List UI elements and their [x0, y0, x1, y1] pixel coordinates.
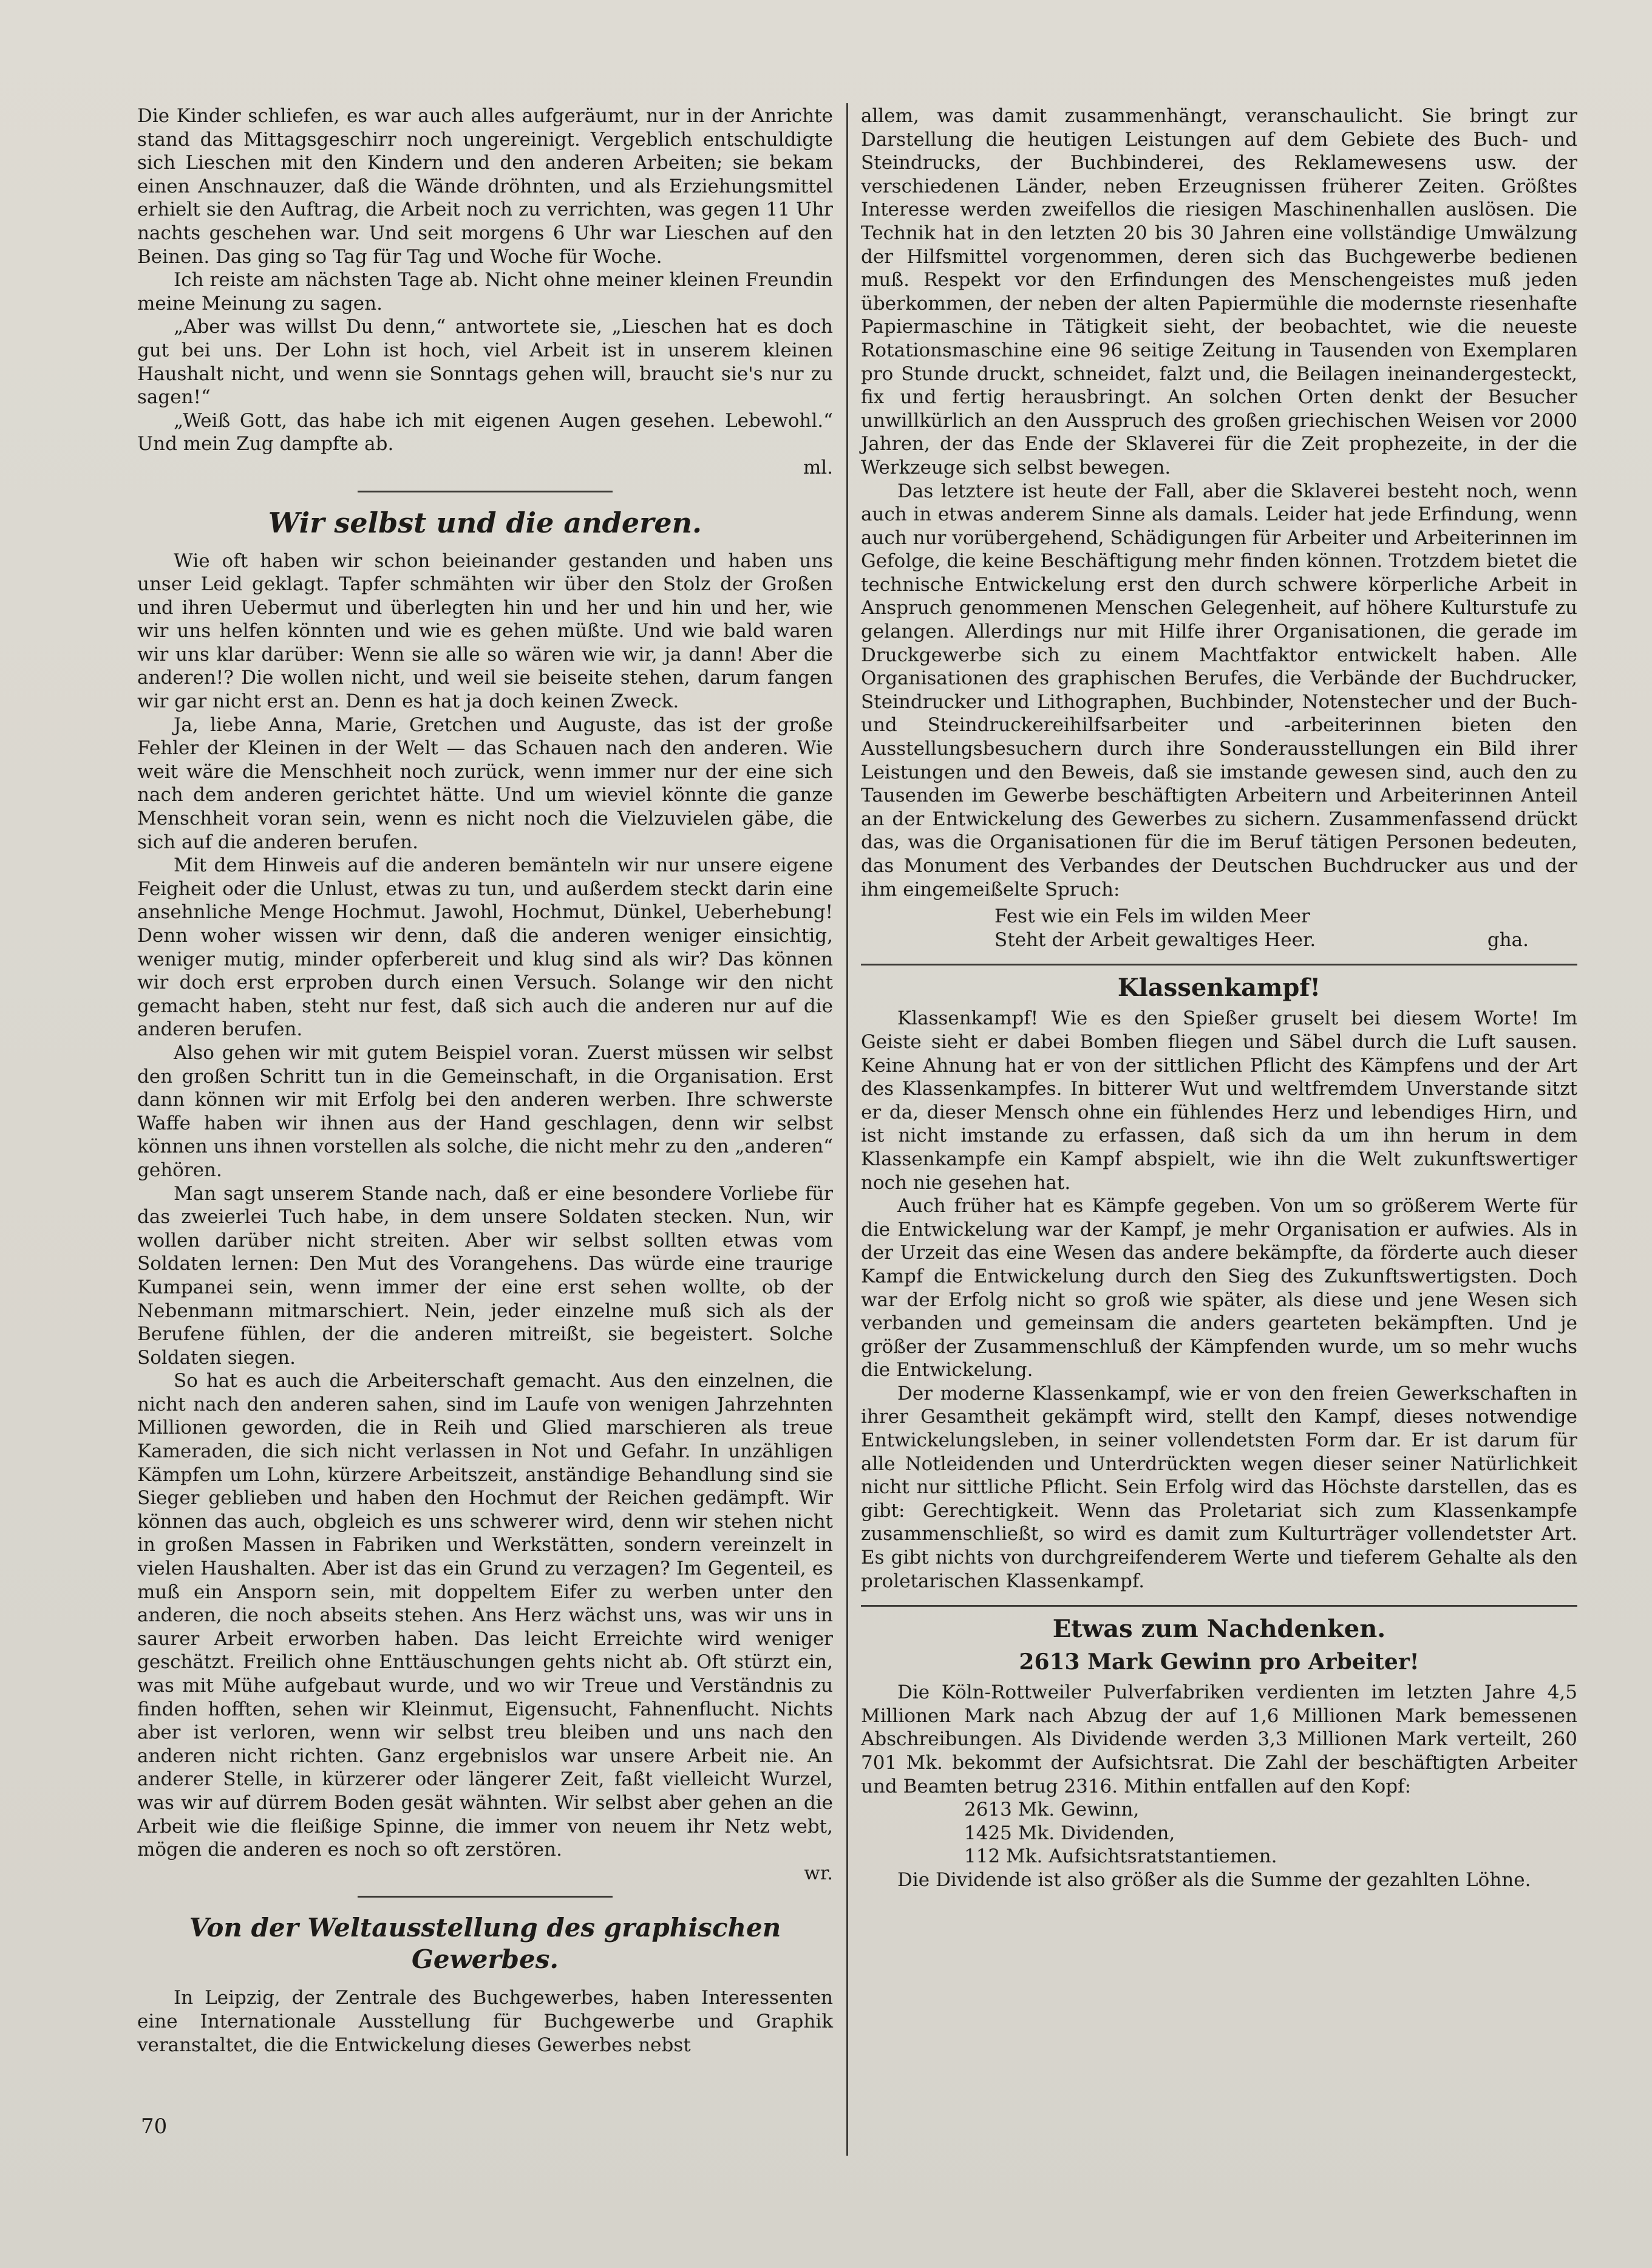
section-divider	[861, 1605, 1577, 1607]
intro-paragraph: Die Kinder schliefen, es war auch alles aufgeräumt, nur in der Anrichte stand das Mittagsgeschirr noch ungereinigt. Vergeblich entschuldigte sich Lieschen mit den Kindern und den anderen Arbeiten; sie bekam einen Anschnauzer, daß die Wände dröhnten, und als Erziehungsmittel erhielt sie den Auftrag, die Arbeit noch zu verrichten, was gegen 11 Uhr nachts geschehen war. Und seit morgens 6 Uhr war Lieschen auf den Beinen. Das ging so Tag für Tag und Woche für Woche.	[137, 105, 833, 268]
article-paragraph: Die Dividende ist also größer als die Summe der gezahlten Löhne.	[897, 1868, 1531, 1891]
intro-paragraph: „Aber was willst Du denn,“ antwortete sie, „Lieschen hat es doch gut bei uns. Der Lohn ist hoch, viel Arbeit ist in unserem kleinen Haushalt nicht, und wenn sie Sonntags gehen will, braucht sie's nur zu sagen!“	[137, 316, 833, 409]
article-paragraph: Klassenkampf! Wie es den Spießer gruselt bei diesem Worte! Im Geiste sieht er dabei Bomben fliegen und Säbel durch die Luft sausen. Keine Ahnung hat er von der sittlichen Pflicht des Kämpfens und der Art des Klassenkampfes. In bitterer Wut und weltfremdem Unverstande sitzt er da, dieser Mensch ohne ein fühlendes Herz und lebendiges Hirn, und ist nicht imstande zu erfassen, daß sich da um ihn herum in dem Klassenkampfe ein Kampf abspielt, wie ihn die Welt zukunftswertiger noch nie gesehen hat.	[861, 1007, 1577, 1194]
intro-paragraph-text: „Weiß Gott, das habe ich mit eigenen Augen gesehen. Lebewohl.“ Und mein Zug dampfte ab.	[137, 409, 833, 455]
list-item: 1425 Mk. Dividenden,	[964, 1822, 1175, 1844]
article-title: Etwas zum Nachdenken.	[1052, 1615, 1386, 1644]
article-paragraph: Das letztere ist heute der Fall, aber die Sklaverei besteht noch, wenn auch in etwas anderem Sinne als damals. Leider hat jede Erfindung, wenn auch nur vorübergehend, Schädigungen für Arbeiter und Arbeiterinnen im Gefolge, die keine Beschäftigung mehr finden können. Trotzdem bietet die technische Entwickelung erst den durch schwere körperliche Arbeit in Anspruch genommenen Menschen Gelegenheit, auf höhere Kulturstufe zu gelangen. Allerdings nur mit Hilfe ihrer Organisationen, die gerade im Druckgewerbe sich zu einem Machtfaktor entwickelt haben. Alle Organisationen des graphischen Berufes, die Verbände der Buchdrucker, Steindrucker und Lithographen, Buchbinder, Notenstecher und der Buch- und Steindruckereihilfsarbeiter und -arbeiterinnen bieten den Ausstellungsbesuchern durch ihre Sonderausstellungen ein Bild ihrer Leistungen und den Beweis, daß sie imstande gewesen sind, auch den zu Tausenden im Gewerbe beschäftigten Arbeitern und Arbeiterinnen Anteil an der Entwickelung des Gewerbes zu sichern. Zusammenfassend drückt das, was die Organisationen für die im Beruf tätigen Personen bedeuten, das Monument des Verbandes der Deutschen Buchdrucker aus und der ihm eingemeißelte Spruch:	[861, 480, 1577, 901]
article-paragraph: Auch früher hat es Kämpfe gegeben. Von um so größerem Werte für die Entwickelung war der Kampf, je mehr Organisation er aufwies. Als in der Urzeit das eine Wesen das andere bekämpfte, da förderte auch dieser Kampf die Entwickelung durch den Sieg des Zukunftswertigsten. Doch war der Erfolg nicht so groß wie später, als diese und jene Wesen sich verbanden und gemeinsam die anders gearteten bekämpften. Und je größer der Zusammenschluß der Kämpfenden wurde, um so mehr wuchs die Entwickelung.	[861, 1195, 1577, 1381]
article-signature: gha.	[1487, 928, 1529, 951]
article-paragraph: allem, was damit zusammenhängt, veranschaulicht. Sie bringt zur Darstellung die heutigen Leistungen auf dem Gebiete des Buch- und Steindrucks, der Buchbinderei, des Reklamewesens usw. der verschiedenen Länder, neben Erzeugnissen früherer Zeiten. Größtes Interesse werden zweifellos die riesigen Maschinenhallen auslösen. Die Technik hat in den letzten 20 bis 30 Jahren eine vollständige Umwälzung der Hilfsmittel vorgenommen, deren sich das Buchgewerbe bedienen muß. Respekt vor den Erfindungen des Menschengeistes muß jeden überkommen, der neben der alten Papiermühle die modernste riesenhafte Papiermaschine in Tätigkeit sieht, der beobachtet, wie die neueste Rotationsmaschine eine 96 seitige Zeitung in Tausenden von Exemplaren pro Stunde druckt, schneidet, falzt und, die Beilagen ineinandergesteckt, fix und fertig herausbringt. An solchen Orten denkt der Besucher unwillkürlich an den Ausspruch des großen griechischen Weisen vor 2000 Jahren, der das Ende der Sklaverei für die Zeit prophezeite, in der die Werkzeuge sich selbst bewegen.	[861, 105, 1577, 478]
article-paragraph: Man sagt unserem Stande nach, daß er eine besondere Vorliebe für das zweierlei Tuch habe, in dem unsere Soldaten stecken. Nun, wir wollen darüber nicht streiten. Aber wir selbst sollten etwas vom Soldaten lernen: Den Mut des Vorangehens. Das würde eine traurige Kumpanei sein, wenn immer der eine erst sehen wollte, ob der Nebenmann mitmarschiert. Nein, jeder einzelne muß sich als der Berufene fühlen, der die anderen mitreißt, sie begeistert. Solche Soldaten siegen.	[137, 1182, 833, 1369]
article-paragraph: In Leipzig, der Zentrale des Buchgewerbes, haben Interessenten eine Internationale Ausstellung für Buchgewerbe und Graphik veranstaltet, die die Entwickelung dieses Gewerbes nebst	[137, 1987, 833, 2056]
section-divider	[358, 1896, 613, 1898]
article-paragraph: Ja, liebe Anna, Marie, Gretchen und Auguste, das ist der große Fehler der Kleinen in der Welt — das Schauen nach den anderen. Wie weit wäre die Menschheit noch zurück, wenn immer nur der eine sich nach dem anderen gerichtet hätte. Und um wieviel könnte die ganze Menschheit voran sein, wenn es nicht noch die Vielzuvielen gäbe, die sich auf die anderen berufen.	[137, 713, 833, 853]
right-column	[861, 104, 1577, 1892]
verse-line-with-signature	[994, 928, 1529, 952]
article-paragraph: Also gehen wir mit gutem Beispiel voran. Zuerst müssen wir selbst den großen Schritt tun in die Gemeinschaft, in die Organisation. Erst dann können wir mit Erfolg bei den anderen werben. Ihre schwerste Waffe haben wir ihnen aus der Hand geschlagen, denn wir selbst können uns ihnen vorstellen als solche, die nicht mehr zu den „anderen“ gehören.	[137, 1041, 833, 1181]
article-title: Von der Weltausstellung des graphischen Gewerbes.	[189, 1913, 781, 1975]
article-paragraph-text: So hat es auch die Arbeiterschaft gemacht. Aus den einzelnen, die nicht nach den anderen sahen, sind im Laufe von wenigen Jahrzehnten Millionen geworden, die in Reih und Glied marschieren als treue Kameraden, die sich nicht verlassen in Not und Gefahr. In unzähligen Kämpfen um Lohn, kürzere Arbeitszeit, anständige Behandlung sind sie Sieger geblieben und haben den Hochmut der Reichen gedämpft. Wir können das auch, obgleich es uns schwerer wird, denn wir stehen nicht in großen Massen in Fabriken und Werkstätten, sondern vereinzelt in vielen Haushalten. Aber ist das ein Grund zu verzagen? Im Gegenteil, es muß ein Ansporn sein, mit doppeltem Eifer zu werben unter den anderen, die noch abseits stehen. Ans Herz wächst uns, was wir uns in saurer Arbeit erworben haben. Das leicht Erreichte wird weniger geschätzt. Freilich ohne Enttäuschungen gehts nicht ab. Oft stürzt ein, was mit Mühe aufgebaut wurde, und wo wir Treue und Verständnis zu finden hofften, sehen wir Kleinmut, Eigensucht, Fahnenflucht. Nichts aber ist verloren, wenn wir selbst treu bleiben und uns nach den anderen nicht richten. Ganz ergebnislos war unsere Arbeit nie. An anderer Stelle, in kürzerer oder längerer Zeit, faßt vielleicht Wurzel, was wir auf dürrem Boden gesät wähnten. Wir selbst aber gehen an die Arbeit wie die fleißige Spinne, die immer von neuem ihr Netz webt, mögen die anderen es noch so oft zerstören.	[137, 1370, 833, 1861]
section-divider	[358, 491, 613, 492]
intro-paragraph: Ich reiste am nächsten Tage ab. Nicht ohne meiner kleinen Freundin meine Meinung zu sagen.	[137, 269, 833, 315]
list-item: 112 Mk. Aufsichtsratstantiemen.	[964, 1845, 1277, 1868]
column-divider	[846, 103, 848, 2156]
article-paragraph	[137, 1369, 833, 1885]
article-title: Klassenkampf!	[1117, 973, 1321, 1003]
article-title: Wir selbst und die anderen.	[268, 506, 702, 539]
verse-line: Fest wie ein Fels im wilden Meer	[994, 905, 1310, 928]
list-item: 2613 Mk. Gewinn,	[964, 1799, 1140, 1821]
verse-line: Steht der Arbeit gewaltiges Heer.	[994, 928, 1316, 951]
article-subtitle: 2613 Mark Gewinn pro Arbeiter!	[1019, 1649, 1419, 1675]
article-signature: wr.	[804, 1862, 833, 1884]
left-column	[137, 104, 833, 2057]
page-number: 70	[141, 2114, 168, 2139]
verse-quote	[994, 905, 1577, 952]
intro-paragraph	[137, 409, 833, 480]
article-paragraph: Mit dem Hinweis auf die anderen bemänteln wir nur unsere eigene Feigheit oder die Unlust, etwas zu tun, und außerdem steckt darin eine ansehnliche Menge Hochmut. Jawohl, Hochmut, Dünkel, Ueberhebung! Denn woher wissen wir denn, daß die anderen weniger einsichtig, weniger mutig, minder opferbereit und klug sind als wir? Das können wir doch erst erproben durch einen Versuch. Solange wir den nicht gemacht haben, steht nur fest, daß sich auch die anderen nur auf die anderen berufen.	[137, 854, 833, 1041]
article-paragraph: Wie oft haben wir schon beieinander gestanden und haben uns unser Leid geklagt. Tapfer schmähten wir über den Stolz der Großen und ihren Uebermut und überlegten hin und her und hin und her, wie wir uns helfen könnten und wie es gehen müßte. Und wie bald waren wir uns klar darüber: Wenn sie alle so wären wie wir, ja dann! Aber die anderen!? Die wollen nicht, und weil sie beiseite stehen, darum fangen wir gar nicht erst an. Denn es hat ja doch keinen Zweck.	[137, 550, 833, 713]
article-paragraph: Der moderne Klassenkampf, wie er von den freien Gewerkschaften in ihrer Gesamtheit gekämpft wird, stellt den Kampf, dieses notwendige Entwickelungsleben, in seiner vollendetsten Form dar. Er ist darum für alle Notleidenden und Unterdrückten wegen dieser seiner Natürlichkeit nicht nur sittliche Pflicht. Sein Erfolg wird das Höchste darstellen, das es gibt: Gerechtigkeit. Wenn das Proletariat sich zum Klassenkampfe zusammenschließt, so wird es damit zum Kulturträger vollendetster Art. Es gibt nichts von durchgreifenderem Werte und tieferem Gehalte als den proletarischen Klassenkampf.	[861, 1382, 1577, 1592]
article-paragraph: Die Köln-Rottweiler Pulverfabriken verdienten im letzten Jahre 4,5 Millionen Mark nach Abzug der auf 1,6 Millionen Mark bemessenen Abschreibungen. Als Dividende werden 3,3 Millionen Mark verteilt, 260 701 Mk. bekommt der Aufsichtsrat. Die Zahl der beschäftigten Arbeiter und Beamten betrug 2316. Mithin entfallen auf den Kopf:	[861, 1681, 1577, 1797]
intro-signature: ml.	[803, 456, 833, 478]
figures-list	[964, 1798, 1577, 1868]
section-divider	[861, 964, 1577, 965]
